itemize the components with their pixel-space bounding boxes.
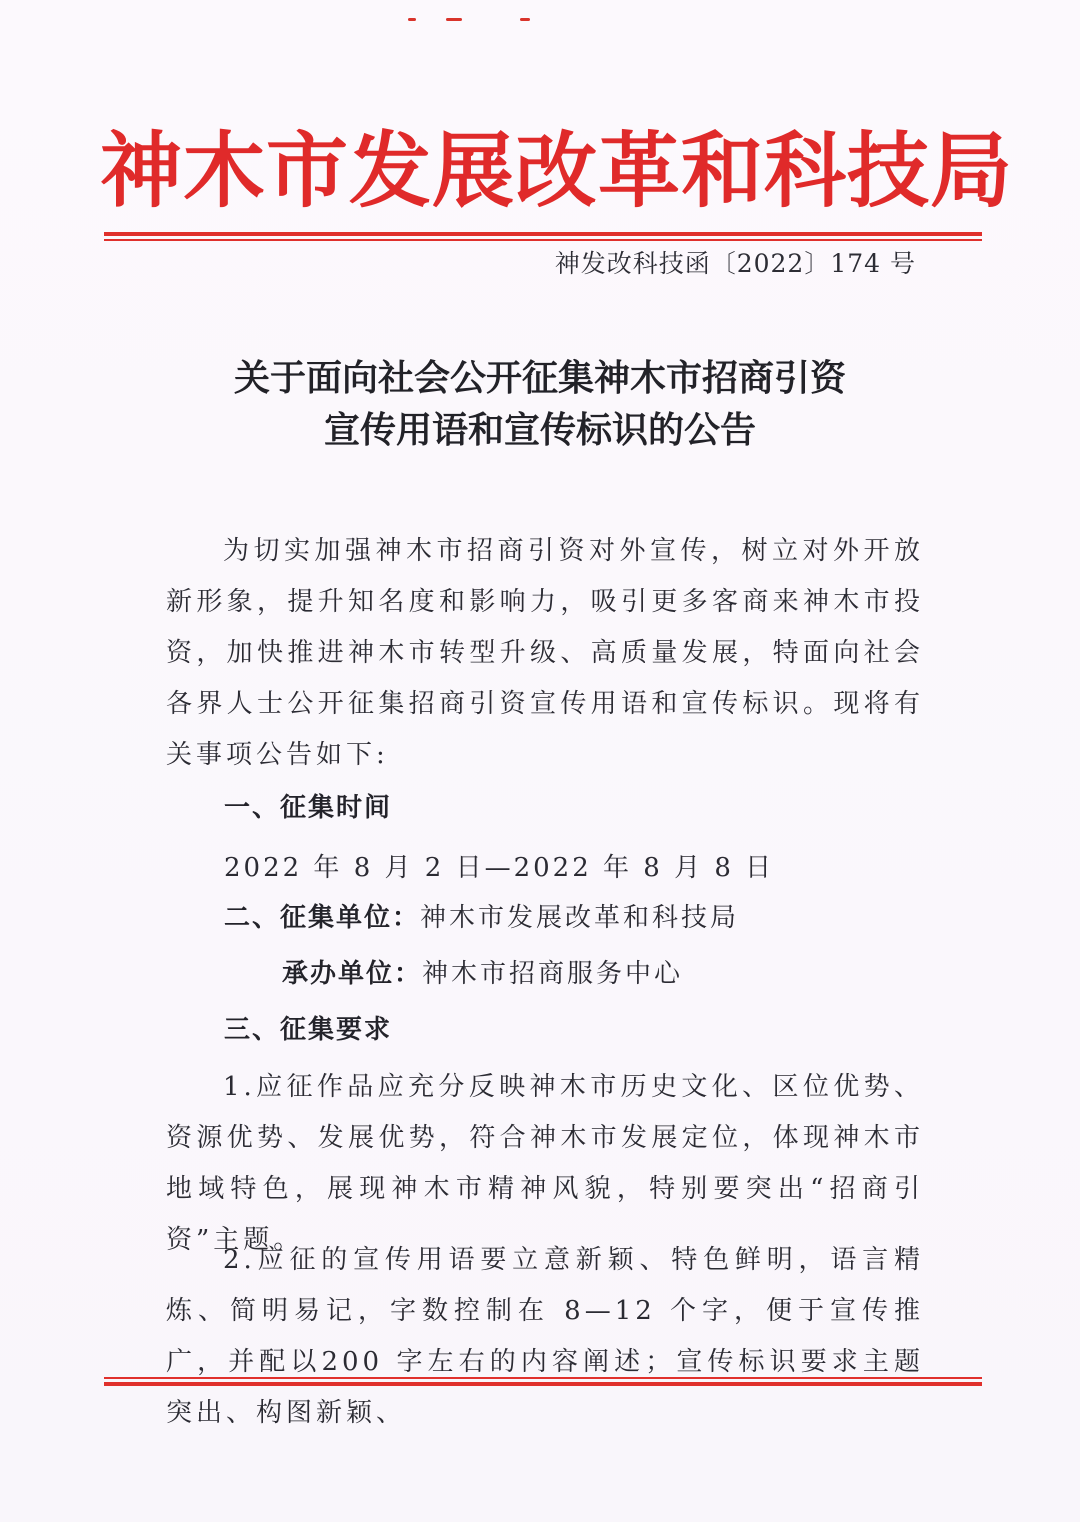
undertaker-heading: 承办单位： [282,959,423,989]
undertaker-line [282,954,683,994]
section2-heading: 二、征集单位： [224,903,421,933]
organizer-line [224,898,739,938]
header-red-rule [104,232,982,241]
section1-heading: 一、征集时间 [224,793,393,823]
document-number: 神发改科技函〔2022〕174 号 [554,249,916,278]
undertaker-name: 神木市招商服务中心 [422,959,684,989]
requirement-2: 2.应征的宣传用语要立意新颖、特色鲜明，语言精炼、简明易记，字数控制在 8—12 个字，便于宣传推广，并配以200 字左右的内容阐述；宣传标识要求主题突出、构图新颖、 [166,1245,924,1428]
issuer-masthead: 神木市发展改革和科技局 [100,124,1014,219]
requirement-1: 1.应征作品应充分反映神木市历史文化、区位优势、资源优势、发展优势，符合神木市发展定位，体现神木市地域特色，展现神木市精神风貌，特别要突出“招商引资”主题。 [166,1072,924,1255]
collection-period: 2022 年 8 月 2 日—2022 年 8 月 8 日 [224,853,775,883]
scan-marks [390,18,560,24]
title-line-2: 宣传用语和宣传标识的公告 [323,409,756,451]
title-line-1: 关于面向社会公开征集神木市招商引资 [233,357,846,399]
intro-paragraph: 为切实加强神木市招商引资对外宣传，树立对外开放新形象，提升知名度和影响力，吸引更多客商来神木市投资，加快推进神木市转型升级、高质量发展，特面向社会各界人士公开征集招商引资宣传用语和宣传标识。现将有关事项公告如下: [166,536,924,770]
requirement-2-block [166,1235,924,1439]
footer-red-rule [104,1377,982,1386]
section3-heading: 三、征集要求 [224,1015,393,1045]
intro-paragraph-block [166,526,924,781]
organizer-name: 神木市发展改革和科技局 [420,903,740,933]
